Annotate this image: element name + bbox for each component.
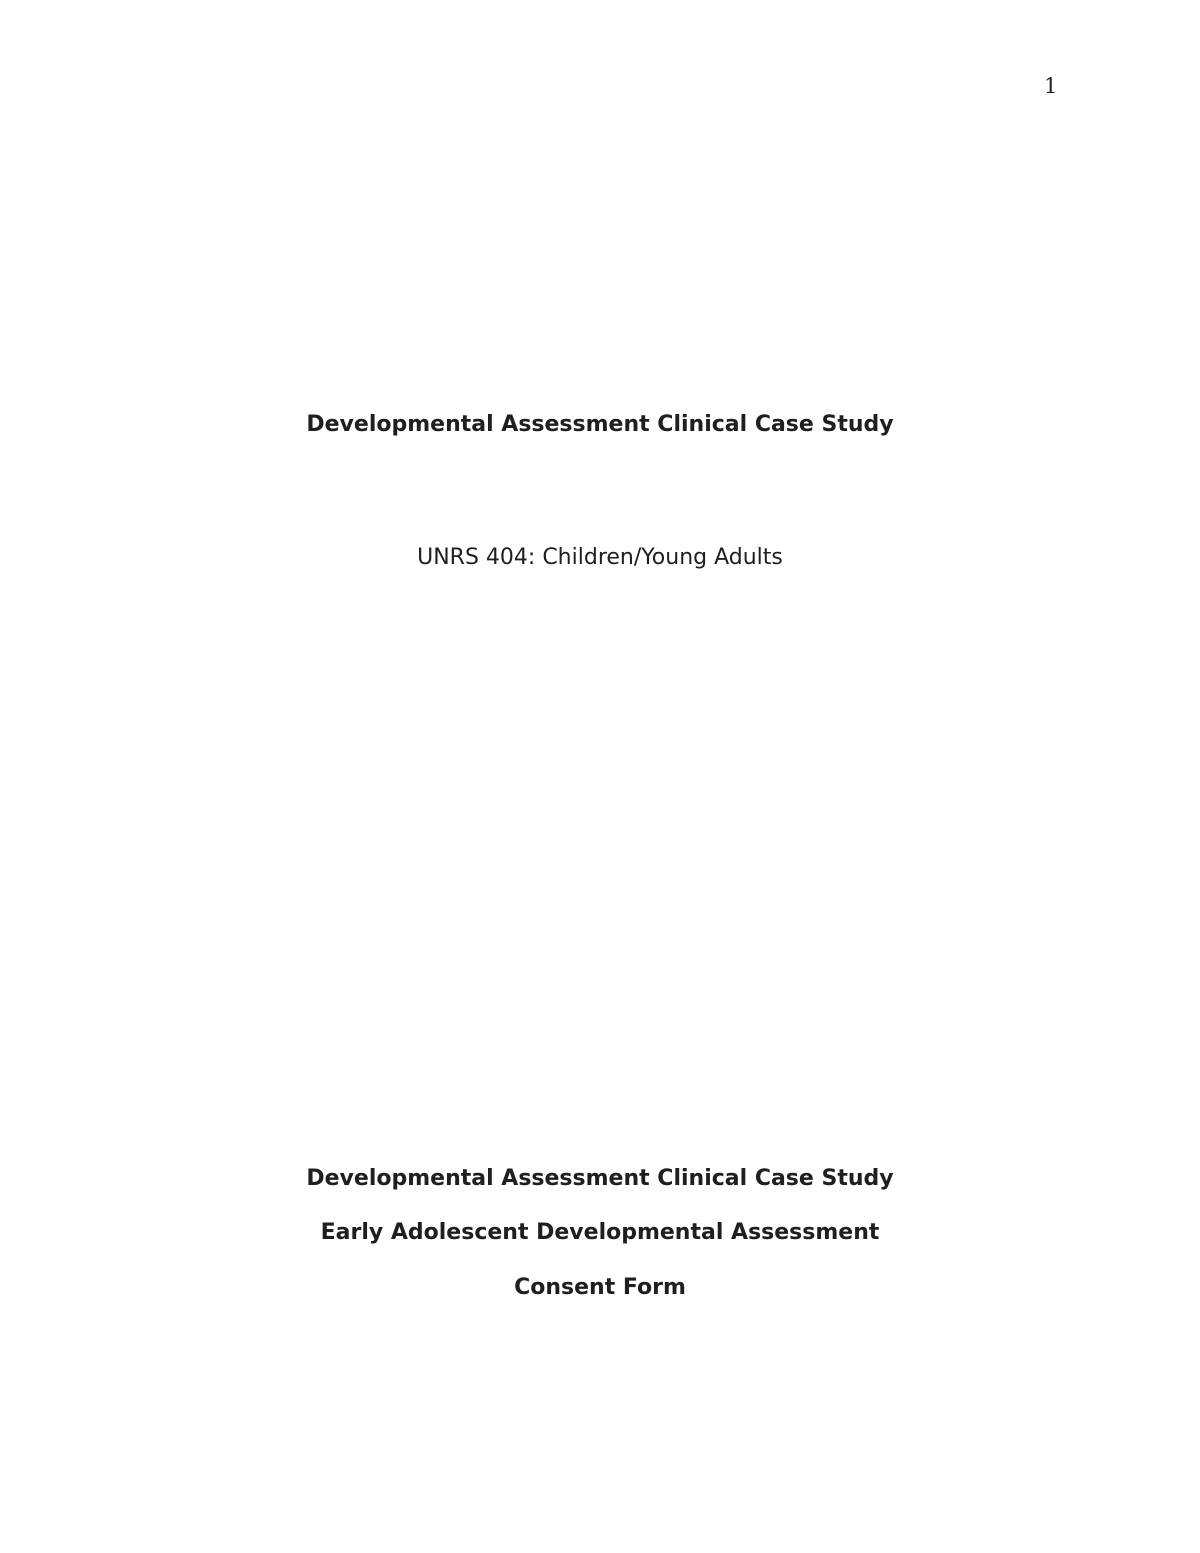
page-number: 1 (1044, 74, 1058, 98)
course-name: UNRS 404: Children/Young Adults (417, 545, 783, 570)
cover-title: Developmental Assessment Clinical Case Study (306, 412, 894, 437)
section-title: Developmental Assessment Clinical Case Study (306, 1166, 894, 1191)
consent-form-heading: Consent Form (514, 1275, 686, 1300)
section-subtitle: Early Adolescent Developmental Assessment (320, 1220, 880, 1245)
